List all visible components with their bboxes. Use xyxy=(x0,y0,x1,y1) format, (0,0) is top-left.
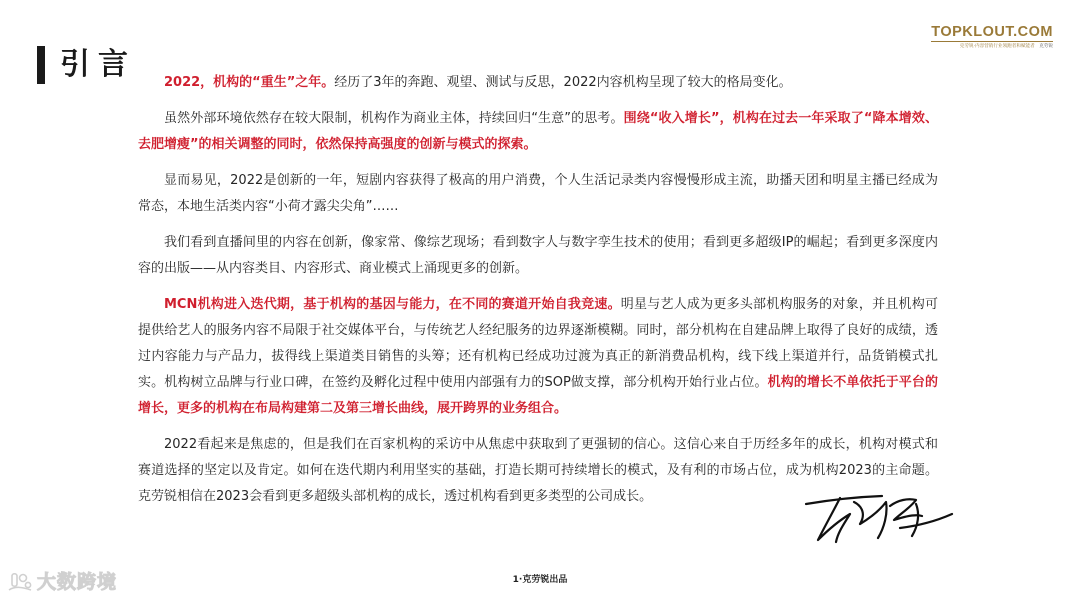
watermark-text: 大数跨境 xyxy=(37,571,118,593)
body-text: 明星与艺人成为更多头部机构服务的对象，并且机构可提供给艺人的服务内容不局限于社交媒体平台，与传统艺人经纪服务的边界逐渐模糊。同时，部分机构在自建品牌上取得了良好的成绩，透过内容能力与产品力，拔得线上渠道类目销售的头筹；还有机构已经成功过渡为真正的新消费品机构，线下线上渠道并行，品货销模式扎实。机构树立品牌与行业口碑，在签约及孵化过程中使用内部强有力的SOP做支撑，部分机构开始行业占位。 xyxy=(138,297,938,390)
heading-accent-bar xyxy=(37,46,45,84)
footer-credit: 1·克劳锐出品 xyxy=(512,575,568,585)
body-text: 虽然外部环境依然存在较大限制，机构作为商业主体，持续回归“生意”的思考。 xyxy=(164,111,624,126)
paragraph xyxy=(138,292,938,422)
logo-tagline xyxy=(931,41,1053,51)
paragraph xyxy=(138,168,938,220)
highlighted-text: MCN机构进入迭代期，基于机构的基因与能力，在不同的赛道开始自我竞速。 xyxy=(164,297,621,312)
logo-text: TOPKLOUT.COM xyxy=(931,24,1053,40)
paragraph xyxy=(138,230,938,282)
logo-tagline-text: 克劳锐·内容营销行业领跑者和赋能者 xyxy=(959,44,1035,49)
paragraph xyxy=(138,70,938,96)
intro-body xyxy=(138,70,938,520)
logo-brand-cn: 克劳锐 xyxy=(1039,44,1053,49)
brand-logo xyxy=(931,24,1053,51)
body-text: 显而易见，2022是创新的一年，短剧内容获得了极高的用户消费，个人生活记录类内容慢慢形成主流，助播天团和明星主播已经成为常态，本地生活类内容“小荷才露尖尖角”…… xyxy=(138,173,938,214)
paragraph xyxy=(138,106,938,158)
highlighted-text: 围绕“收入增长”，机构在过去一年采取了“降本增效、去肥增瘦”的相关调整的同时，依然保持高强度的创新与模式的探索。 xyxy=(138,111,938,152)
body-text: 经历了3年的奔跑、观望、测试与反思，2022内容机构呈现了较大的格局变化。 xyxy=(334,75,792,90)
page-title: 引言 xyxy=(60,47,136,82)
body-text: 我们看到直播间里的内容在创新，像家常、像综艺现场；看到数字人与数字孪生技术的使用；看到更多超级IP的崛起；看到更多深度内容的出版——从内容类目、内容形式、商业模式上涌现更多的创新。 xyxy=(138,235,938,276)
watermark xyxy=(8,570,117,594)
body-text: 2022看起来是焦虑的，但是我们在百家机构的采访中从焦虑中获取到了更强韧的信心。这信心来自于历经多年的成长，机构对模式和赛道选择的坚定以及肯定。如何在迭代期内利用坚实的基础，打造长期可持续增长的模式，及有利的市场占位，成为机构2023的主命题。克劳锐相信在2023会看到更多超级头部机构的成长，透过机构看到更多类型的公司成长。 xyxy=(138,437,938,504)
watermark-logo-icon xyxy=(8,572,32,592)
highlighted-text: 2022，机构的“重生”之年。 xyxy=(164,75,335,90)
handwritten-signature xyxy=(800,484,960,546)
highlighted-text: 机构的增长不单依托于平台的增长，更多的机构在布局构建第二及第三增长曲线，展开跨界的业务组合。 xyxy=(138,375,938,416)
